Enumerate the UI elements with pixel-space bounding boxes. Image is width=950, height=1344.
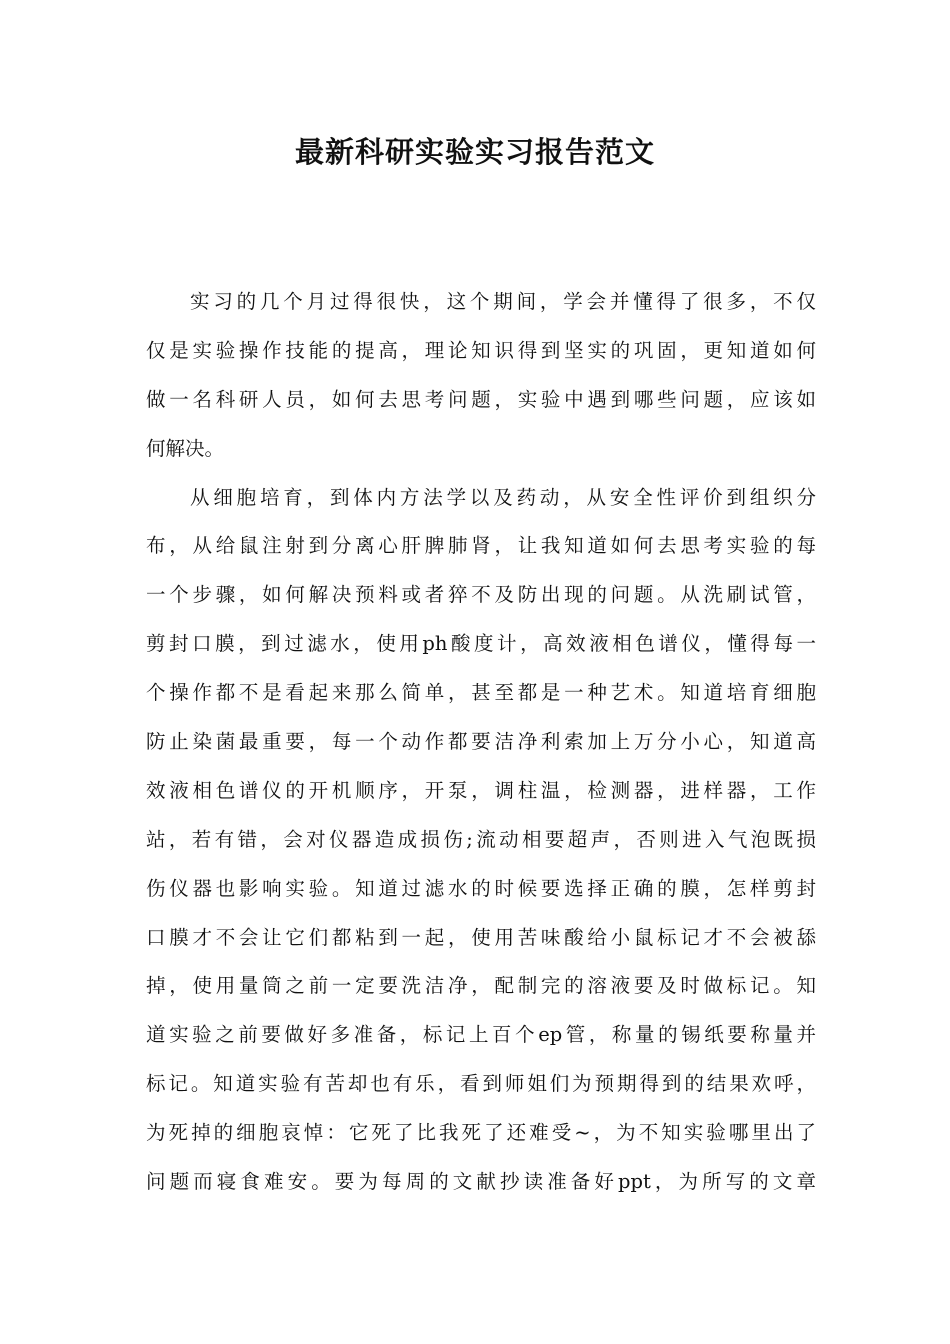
text-line: 伤仪器也影响实验。知道过滤水的时候要选择正确的膜，怎样剪封	[146, 876, 816, 900]
document-body	[146, 278, 816, 1207]
text-line: 效液相色谱仪的开机顺序，开泵，调柱温，检测器，进样器，工作	[146, 778, 816, 802]
text-line: 做一名科研人员，如何去思考问题，实验中遇到哪些问题，应该如	[146, 387, 816, 411]
text-line: 仅是实验操作技能的提高，理论知识得到坚实的巩固，更知道如何	[146, 338, 816, 362]
text-line: 布，从给鼠注射到分离心肝脾肺肾，让我知道如何去思考实验的每	[146, 534, 816, 558]
text-line: 掉，使用量筒之前一定要洗洁净，配制完的溶液要及时做标记。知	[146, 974, 816, 998]
text-line: 防止染菌最重要，每一个动作都要洁净利索加上万分小心，知道高	[146, 730, 816, 754]
text-line: 口膜才不会让它们都粘到一起，使用苦味酸给小鼠标记才不会被舔	[146, 925, 816, 949]
text-line: 一个步骤，如何解决预料或者猝不及防出现的问题。从洗刷试管，	[146, 583, 816, 607]
text-line: 问题而寝食难安。要为每周的文献抄读准备好ppt，为所写的文章	[146, 1170, 816, 1194]
text-line: 何解决。	[146, 436, 225, 460]
paragraph-2	[146, 474, 816, 1207]
text-line: 个操作都不是看起来那么简单，甚至都是一种艺术。知道培育细胞	[146, 681, 816, 705]
text-line: 道实验之前要做好多准备，标记上百个ep管，称量的锡纸要称量并	[146, 1023, 816, 1047]
paragraph-1	[146, 278, 816, 474]
text-line: 标记。知道实验有苦却也有乐，看到师姐们为预期得到的结果欢呼，	[146, 1072, 816, 1096]
text-line: 站，若有错，会对仪器造成损伤;流动相要超声，否则进入气泡既损	[146, 827, 816, 851]
text-line: 剪封口膜，到过滤水，使用ph酸度计，高效液相色谱仪，懂得每一	[146, 632, 816, 656]
document-title: 最新科研实验实习报告范文	[294, 135, 655, 169]
text-line: 实习的几个月过得很快，这个期间，学会并懂得了很多，不仅	[190, 290, 816, 313]
text-line: 为死掉的细胞哀悼：它死了比我死了还难受~，为不知实验哪里出了	[146, 1121, 816, 1145]
text-line: 从细胞培育，到体内方法学以及药动，从安全性评价到组织分	[190, 485, 816, 509]
